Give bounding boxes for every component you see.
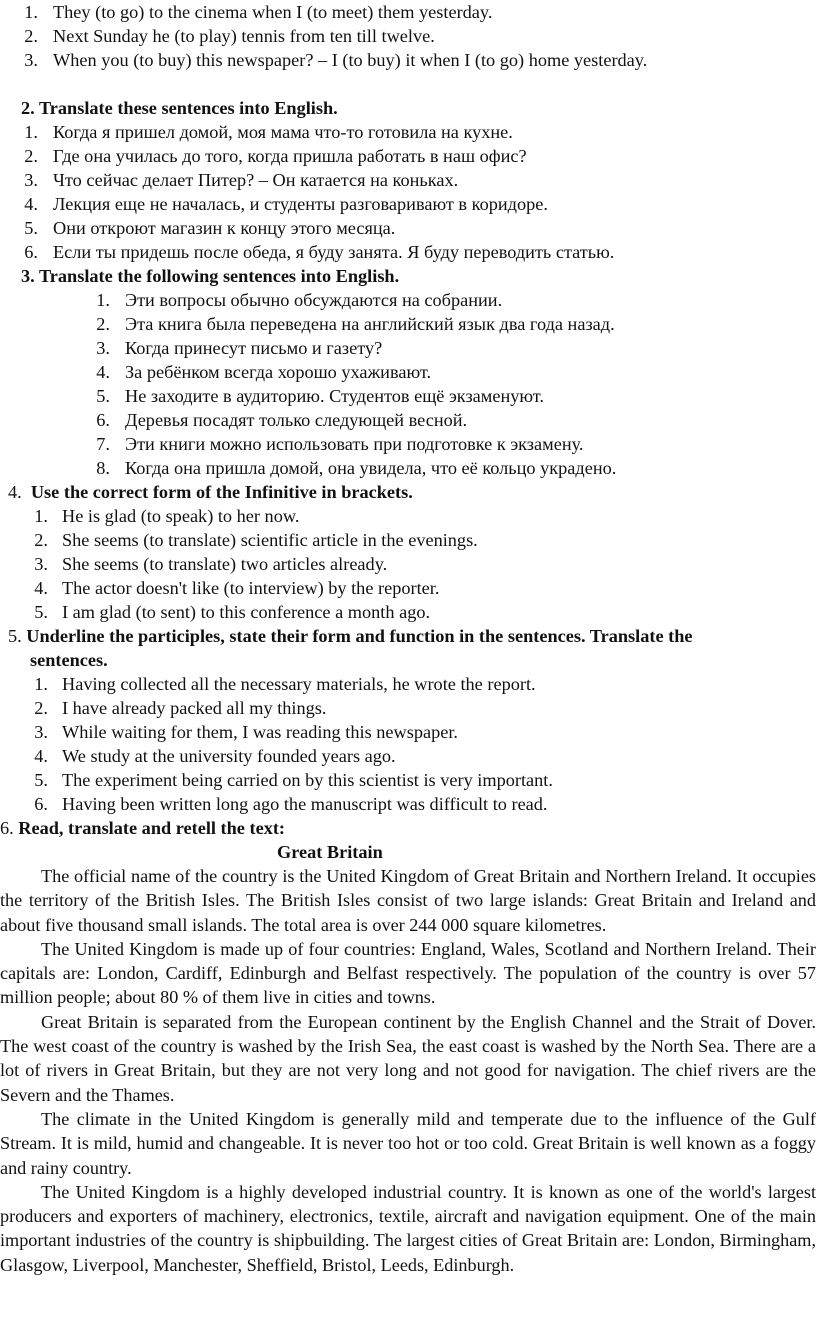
item-text: The actor doesn't like (to interview) by the reporter. [62,578,440,598]
list-item [0,792,816,816]
item-number: 5. [96,386,110,406]
text-title: Great Britain [277,842,383,862]
list-item [0,288,816,312]
item-text: While waiting for them, I was reading this newspaper. [62,722,458,742]
list-item [0,432,816,456]
section-1-list [0,0,816,72]
item-text: He is glad (to speak) to her now. [62,506,300,526]
item-text: Если ты придешь после обеда, я буду занята. Я буду переводить статью. [53,242,615,262]
item-number: 6. [96,410,110,430]
item-number: 1. [24,122,38,142]
list-item [0,552,816,576]
list-item [0,768,816,792]
section-5-heading [0,624,808,672]
section-5 [0,624,816,816]
item-number: 4. [34,578,48,598]
item-text: Next Sunday he (to play) tennis from ten till twelve. [53,26,435,46]
item-number: 8. [96,458,110,478]
list-item [0,600,816,624]
item-text: Эти книги можно использовать при подготовке к экзамену. [125,434,584,454]
item-text: When you (to buy) this newspaper? – I (to buy) it when I (to go) home yesterday. [53,50,648,70]
item-number: 2. [24,146,38,166]
section-2-heading: 2. Translate these sentences into English. [21,98,338,118]
item-text: I have already packed all my things. [62,698,327,718]
list-item [0,312,816,336]
item-text: Эти вопросы обычно обсуждаются на собрании. [125,290,503,310]
list-item [0,24,816,48]
section-2-list [0,120,816,264]
item-number: 7. [96,434,110,454]
section-4 [0,480,816,624]
list-item [0,360,816,384]
list-item [0,456,816,480]
item-number: 1. [24,2,38,22]
list-item [0,144,816,168]
list-item [0,696,816,720]
item-text: Когда я пришел домой, моя мама что-то готовила на кухне. [53,122,513,142]
item-number: 1. [96,290,110,310]
list-item [0,48,816,72]
section-3 [0,264,816,480]
list-item [0,0,816,24]
item-number: 2. [96,314,110,334]
item-text: I am glad (to sent) to this conference a month ago. [62,602,431,622]
section-3-heading: 3. Translate the following sentences into English. [21,266,400,286]
list-item [0,576,816,600]
item-text: Когда она пришла домой, она увидела, что её кольцо украдено. [125,458,617,478]
section-5-list [0,672,816,816]
item-text: Когда принесут письмо и газету? [125,338,383,358]
item-number: 3. [24,50,38,70]
section-2 [0,96,816,264]
item-number: 3. [34,554,48,574]
section-5-heading-line-2: sentences. [30,650,108,670]
section-6 [0,816,816,1277]
item-number: 1. [34,674,48,694]
item-number: 5. [34,602,48,622]
list-item [0,216,816,240]
list-item [0,240,816,264]
item-number: 2. [24,26,38,46]
item-text: Они откроют магазин к концу этого месяца. [53,218,396,238]
item-text: Где она училась до того, когда пришла работать в наш офис? [53,146,527,166]
text-paragraph: The United Kingdom is made up of four countries: England, Wales, Scotland and Northern Ireland. Their capitals are: London, Cardiff, Edinburgh and Belfast respectively. The population of the country is over 57 million people; about 80 % of them live in cities and towns. [0,938,816,1008]
section-5-heading-line-1: Underline the participles, state their form and function in the sentences. Translate the [26,626,693,646]
item-number: 4. [34,746,48,766]
item-number: 3. [96,338,110,358]
item-text: We study at the university founded years ago. [62,746,396,766]
item-text: Having collected all the necessary materials, he wrote the report. [62,674,536,694]
list-item [0,120,816,144]
section-6-heading-number: 6. [0,818,14,838]
item-text: За ребёнком всегда хорошо ухаживают. [125,362,432,382]
section-4-heading [0,480,816,504]
item-number: 2. [34,698,48,718]
text-paragraph: The climate in the United Kingdom is generally mild and temperate due to the influence of the Gulf Stream. It is mild, humid and changeable. It is never too hot or too cold. Great Britain is well known as a foggy and rainy country. [0,1108,816,1178]
list-item [0,168,816,192]
item-text: The experiment being carried on by this scientist is very important. [62,770,553,790]
section-6-heading [0,816,816,840]
list-item [0,672,816,696]
item-number: 5. [34,770,48,790]
text-paragraph: The United Kingdom is a highly developed industrial country. It is known as one of the world's largest producers and exporters of machinery, electronics, textile, aircraft and navigation equipment. One of the main important industries of the country is shipbuilding. The largest cities of Great Britain are: London, Birmingham, Glasgow, Liverpool, Manchester, Sheffield, Bristol, Leeds, Edinburgh. [0,1181,816,1275]
item-text: Что сейчас делает Питер? – Он катается на коньках. [53,170,459,190]
section-4-heading-number: 4. [8,482,22,502]
list-item [0,408,816,432]
section-4-heading-text: Use the correct form of the Infinitive in brackets. [30,482,413,502]
item-text: Having been written long ago the manuscript was difficult to read. [62,794,548,814]
item-text: Эта книга была переведена на английский язык два года назад. [125,314,615,334]
item-number: 4. [24,194,38,214]
item-text: Лекция еще не началась, и студенты разговаривают в коридоре. [53,194,548,214]
list-item [0,528,816,552]
item-number: 3. [34,722,48,742]
item-number: 4. [96,362,110,382]
text-paragraph: Great Britain is separated from the European continent by the English Channel and the Strait of Dover. The west coast of the country is washed by the Irish Sea, the east coast is washed by the North Sea. There are a lot of rivers in Great Britain, but they are not very long and not good for navigation. The chief rivers are the Severn and the Thames. [0,1011,816,1105]
spacer [0,72,816,96]
item-number: 3. [24,170,38,190]
item-number: 6. [24,242,38,262]
list-item [0,744,816,768]
item-number: 5. [24,218,38,238]
item-number: 1. [34,506,48,526]
item-text: Деревья посадят только следующей весной. [125,410,468,430]
list-item [0,192,816,216]
section-3-list [0,288,816,480]
list-item [0,720,816,744]
item-number: 2. [34,530,48,550]
item-text: They (to go) to the cinema when I (to meet) them yesterday. [53,2,493,22]
section-6-heading-text: Read, translate and retell the text: [18,818,286,838]
item-text: Не заходите в аудиторию. Студентов ещё экзаменуют. [125,386,544,406]
item-text: She seems (to translate) scientific article in the evenings. [62,530,478,550]
section-4-list [0,504,816,624]
item-text: She seems (to translate) two articles already. [62,554,388,574]
text-paragraph: The official name of the country is the United Kingdom of Great Britain and Northern Ireland. It occupies the territory of the British Isles. The British Isles consist of two large islands: Great Britain and Ireland and about five thousand small islands. The total area is over 244 000 square kilometres. [0,866,816,935]
list-item [0,384,816,408]
list-item [0,336,816,360]
list-item [0,504,816,528]
section-5-heading-number: 5. [8,626,22,646]
item-number: 6. [34,794,48,814]
